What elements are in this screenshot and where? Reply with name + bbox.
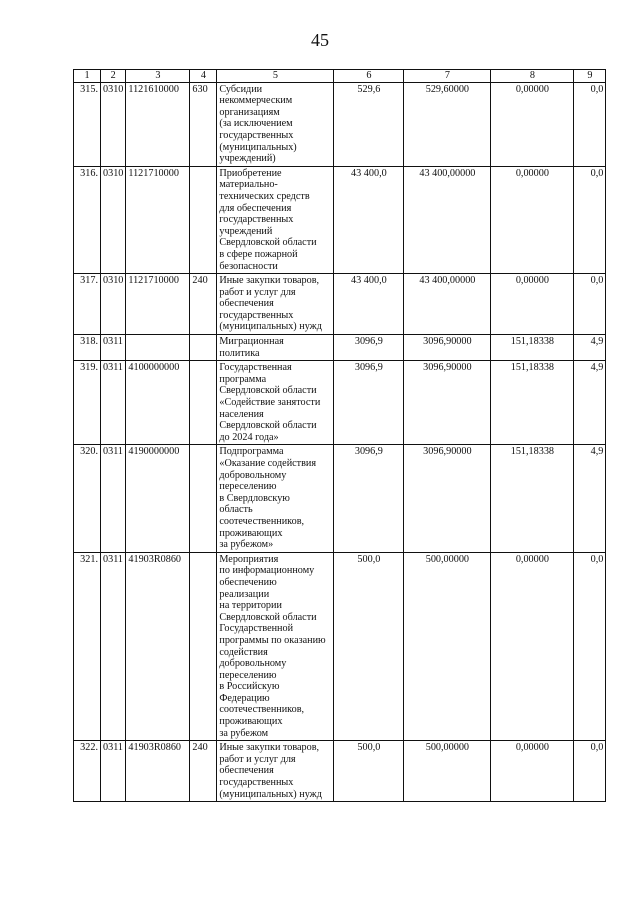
actual-amount-cell: 43 400,00000 — [404, 274, 491, 335]
table-row — [74, 82, 606, 166]
plan-amount-cell: 3096,9 — [334, 445, 404, 552]
target-code-cell: 1121710000 — [126, 166, 190, 273]
percent-cell: 4,9 — [574, 335, 606, 361]
item-name-cell: Государственная программа Свердловской области «Содействие занятости населения Свердловской области до 2024 года» — [217, 361, 334, 445]
target-code-cell: 41903R0860 — [126, 741, 190, 802]
actual-amount-cell: 529,60000 — [404, 82, 491, 166]
actual-amount-cell: 3096,90000 — [404, 335, 491, 361]
deviation-cell: 0,00000 — [491, 82, 574, 166]
percent-cell: 0,0 — [574, 552, 606, 741]
row-number-cell: 321. — [74, 552, 101, 741]
table-row — [74, 741, 606, 802]
expense-type-cell: 630 — [190, 82, 217, 166]
plan-amount-cell: 43 400,0 — [334, 166, 404, 273]
deviation-cell: 0,00000 — [491, 741, 574, 802]
expense-type-cell — [190, 552, 217, 741]
section-code-cell: 0310 — [101, 82, 126, 166]
plan-amount-cell: 3096,9 — [334, 335, 404, 361]
table-row — [74, 361, 606, 445]
item-name-cell: Иные закупки товаров, работ и услуг для обеспечения государственных (муниципальных) нужд — [217, 741, 334, 802]
budget-table — [73, 69, 606, 802]
row-number-cell: 316. — [74, 166, 101, 273]
expense-type-cell — [190, 166, 217, 273]
column-header: 3 — [126, 70, 190, 83]
item-name-cell: Приобретение материально- технических средств для обеспечения государственных учреждений Свердловской области в сфере пожарной безопасности — [217, 166, 334, 273]
item-name-cell: Иные закупки товаров, работ и услуг для обеспечения государственных (муниципальных) нужд — [217, 274, 334, 335]
target-code-cell: 1121610000 — [126, 82, 190, 166]
section-code-cell: 0311 — [101, 361, 126, 445]
plan-amount-cell: 43 400,0 — [334, 274, 404, 335]
actual-amount-cell: 500,00000 — [404, 552, 491, 741]
row-number-cell: 315. — [74, 82, 101, 166]
item-name-cell: Миграционная политика — [217, 335, 334, 361]
table-row — [74, 274, 606, 335]
deviation-cell: 151,18338 — [491, 335, 574, 361]
percent-cell: 4,9 — [574, 361, 606, 445]
row-number-cell: 320. — [74, 445, 101, 552]
percent-cell: 4,9 — [574, 445, 606, 552]
table-row — [74, 166, 606, 273]
actual-amount-cell: 3096,90000 — [404, 361, 491, 445]
plan-amount-cell: 500,0 — [334, 552, 404, 741]
deviation-cell: 0,00000 — [491, 274, 574, 335]
target-code-cell: 41903R0860 — [126, 552, 190, 741]
section-code-cell: 0311 — [101, 335, 126, 361]
column-header: 4 — [190, 70, 217, 83]
target-code-cell: 4190000000 — [126, 445, 190, 552]
target-code-cell: 4100000000 — [126, 361, 190, 445]
item-name-cell: Мероприятия по информационному обеспечению реализации на территории Свердловской области Государственной программы по оказанию содействия добровольному переселению в Российскую Федерацию соотечественников, проживающих за рубежом — [217, 552, 334, 741]
actual-amount-cell: 43 400,00000 — [404, 166, 491, 273]
expense-type-cell — [190, 445, 217, 552]
column-header: 2 — [101, 70, 126, 83]
table-row — [74, 335, 606, 361]
expense-type-cell — [190, 335, 217, 361]
plan-amount-cell: 3096,9 — [334, 361, 404, 445]
deviation-cell: 151,18338 — [491, 445, 574, 552]
plan-amount-cell: 529,6 — [334, 82, 404, 166]
percent-cell: 0,0 — [574, 274, 606, 335]
deviation-cell: 0,00000 — [491, 166, 574, 273]
actual-amount-cell: 3096,90000 — [404, 445, 491, 552]
row-number-cell: 317. — [74, 274, 101, 335]
expense-type-cell — [190, 361, 217, 445]
header-row — [74, 70, 606, 83]
page-number: 45 — [311, 30, 329, 50]
section-code-cell: 0311 — [101, 552, 126, 741]
expense-type-cell: 240 — [190, 274, 217, 335]
column-header: 5 — [217, 70, 334, 83]
deviation-cell: 151,18338 — [491, 361, 574, 445]
column-header: 9 — [574, 70, 606, 83]
actual-amount-cell: 500,00000 — [404, 741, 491, 802]
section-code-cell: 0310 — [101, 274, 126, 335]
deviation-cell: 0,00000 — [491, 552, 574, 741]
column-header: 8 — [491, 70, 574, 83]
column-header: 6 — [334, 70, 404, 83]
table-row — [74, 552, 606, 741]
row-number-cell: 318. — [74, 335, 101, 361]
row-number-cell: 322. — [74, 741, 101, 802]
section-code-cell: 0310 — [101, 166, 126, 273]
item-name-cell: Подпрограмма «Оказание содействия добровольному переселению в Свердловскую область соотечественников, проживающих за рубежом» — [217, 445, 334, 552]
row-number-cell: 319. — [74, 361, 101, 445]
target-code-cell: 1121710000 — [126, 274, 190, 335]
column-header: 7 — [404, 70, 491, 83]
column-header: 1 — [74, 70, 101, 83]
section-code-cell: 0311 — [101, 741, 126, 802]
plan-amount-cell: 500,0 — [334, 741, 404, 802]
table-row — [74, 445, 606, 552]
section-code-cell: 0311 — [101, 445, 126, 552]
expense-type-cell: 240 — [190, 741, 217, 802]
target-code-cell — [126, 335, 190, 361]
percent-cell: 0,0 — [574, 166, 606, 273]
percent-cell: 0,0 — [574, 741, 606, 802]
percent-cell: 0,0 — [574, 82, 606, 166]
item-name-cell: Субсидии некоммерческим организациям (за исключением государственных (муниципальных) учреждений) — [217, 82, 334, 166]
